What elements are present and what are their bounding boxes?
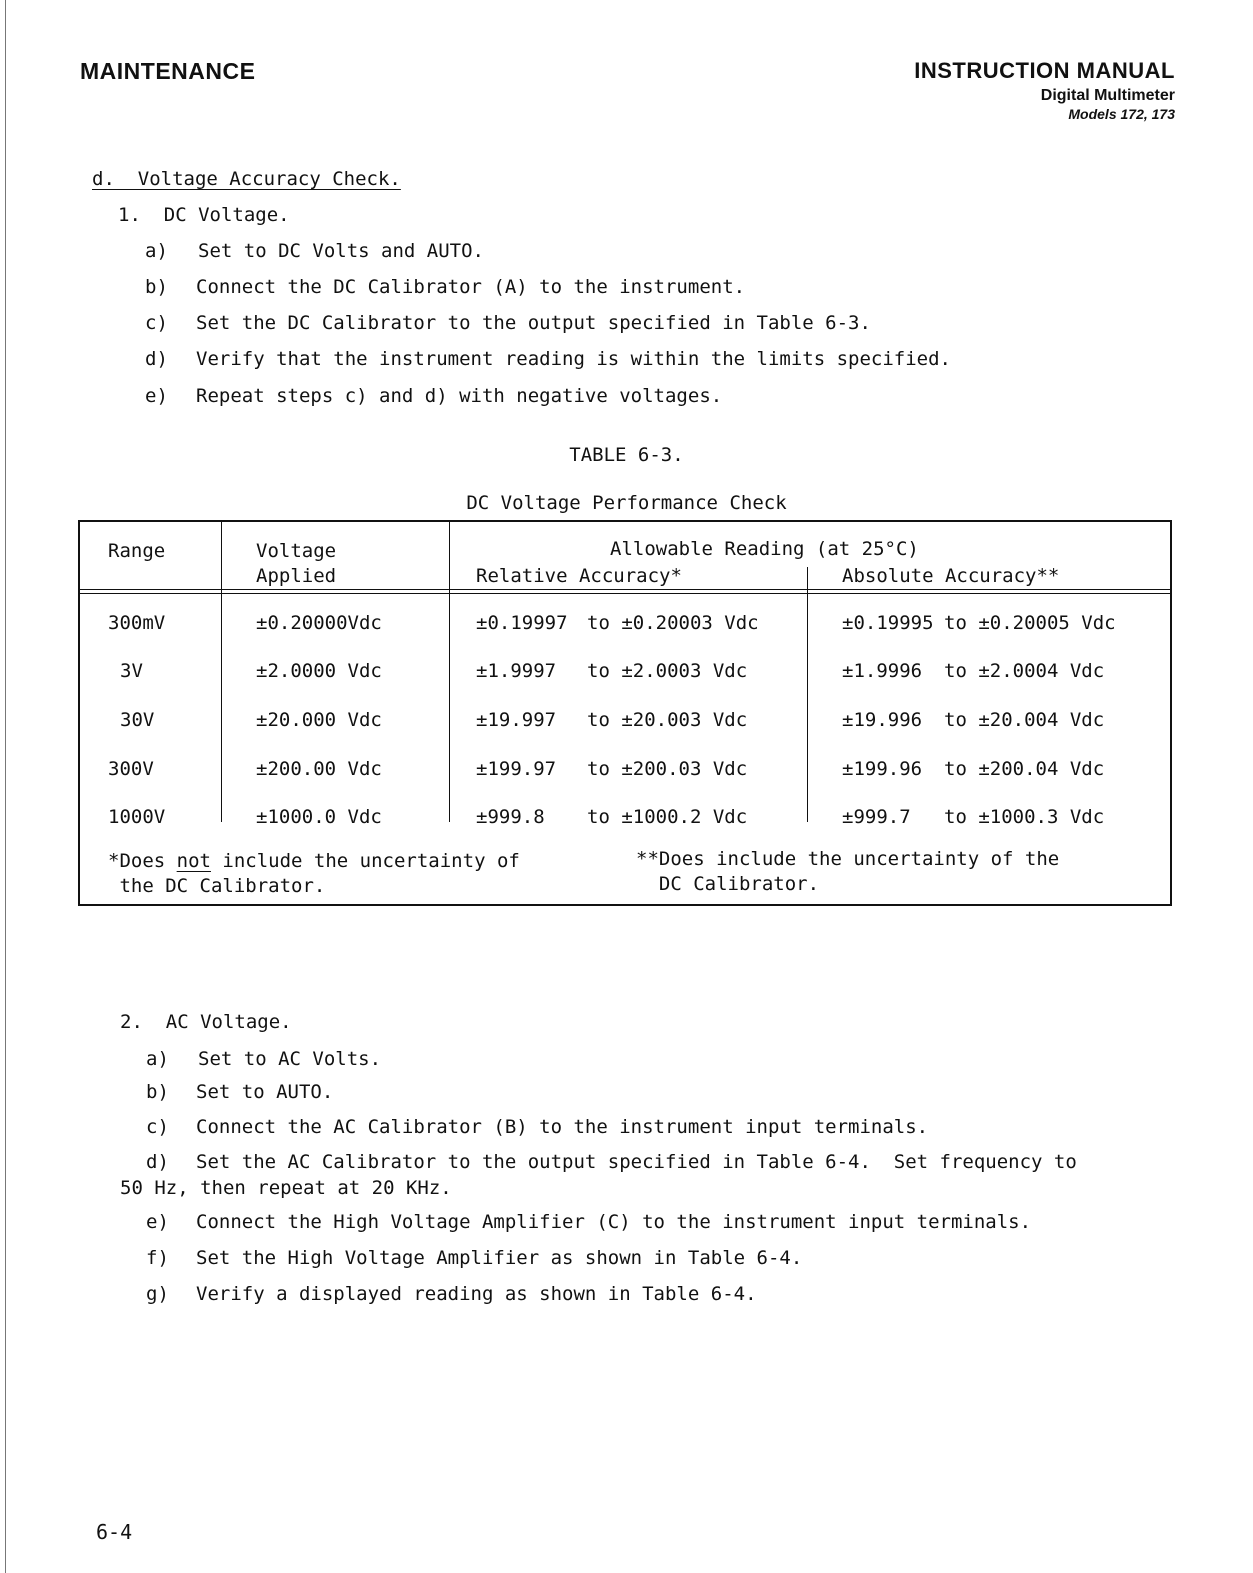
row-relative-low: ±1.9997 [476,660,557,682]
footnote-text: include the uncertainty of [210,850,520,872]
row-absolute-high: to ±200.04 Vdc [944,758,1105,780]
ac-step-continuation: 50 Hz, then repeat at 20 KHz. [120,1177,452,1199]
dc-step-text: Set the DC Calibrator to the output specified in Table 6-3. [196,312,871,334]
dc-step-label: c) [145,312,168,334]
footnote-text: **Does include the uncertainty of the [636,848,1060,870]
dc-step-text: Verify that the instrument reading is within the limits specified. [196,348,951,370]
row-relative-high: to ±20.003 Vdc [587,709,748,731]
row-applied: ±20.000 Vdc [256,709,382,731]
row-range: 1000V [108,806,166,828]
dc-step-text: Connect the DC Calibrator (A) to the instrument. [196,276,746,298]
header-section-title: MAINTENANCE [80,58,256,84]
row-absolute-low: ±0.19995 [842,612,934,634]
table-number: TABLE 6-3. [569,444,684,466]
row-absolute-low: ±19.996 [842,709,923,731]
ac-step-label: c) [146,1116,169,1138]
row-applied: ±1000.0 Vdc [256,806,382,828]
dc-step-label: b) [145,276,168,298]
section-title: d. Voltage Accuracy Check. [92,168,401,190]
dc-step-label: a) [145,240,168,262]
header-manual-title: INSTRUCTION MANUAL [914,58,1175,83]
header-manual-info [914,58,1175,122]
footnote-absolute [636,847,1059,897]
row-range: 300V [108,758,154,780]
header-applied: Applied [256,565,337,587]
header-range: Range [108,540,166,562]
footnote-relative [108,849,520,899]
dc-step-text: Repeat steps c) and d) with negative voltages. [196,385,723,407]
footnote-emphasis: not [176,850,211,872]
header-relative-accuracy: Relative Accuracy* [476,565,682,587]
row-relative-low: ±199.97 [476,758,557,780]
ac-step-label: d) [146,1151,169,1173]
row-applied: ±200.00 Vdc [256,758,382,780]
header-product: Digital Multimeter [1040,87,1175,104]
page-number: 6-4 [96,1520,133,1544]
row-absolute-high: to ±20.004 Vdc [944,709,1105,731]
row-relative-high: to ±1000.2 Vdc [587,806,748,828]
row-absolute-high: to ±0.20005 Vdc [944,612,1116,634]
ac-step-label: e) [146,1211,169,1233]
ac-step-text: Connect the AC Calibrator (B) to the instrument input terminals. [196,1116,929,1138]
footnote-text: the DC Calibrator. [108,875,326,897]
row-relative-high: to ±2.0003 Vdc [587,660,748,682]
footnote-text: *Does [108,850,177,872]
dc-step-text: Set to DC Volts and AUTO. [198,240,484,262]
row-absolute-high: to ±1000.3 Vdc [944,806,1105,828]
row-applied: ±0.20000Vdc [256,612,382,634]
header-models: Models 172, 173 [1068,106,1175,122]
row-range: 3V [120,660,143,682]
row-absolute-low: ±199.96 [842,758,923,780]
table-header-rule [80,589,1170,590]
row-relative-high: to ±200.03 Vdc [587,758,748,780]
ac-step-text: Set to AC Volts. [198,1048,382,1070]
ac-step-text: Connect the High Voltage Amplifier (C) to the instrument input terminals. [196,1211,1032,1233]
row-absolute-low: ±999.7 [842,806,911,828]
row-relative-low: ±999.8 [476,806,545,828]
row-relative-high: to ±0.20003 Vdc [587,612,759,634]
row-relative-low: ±0.19997 [476,612,568,634]
ac-step-text: Set to AUTO. [196,1081,334,1103]
row-absolute-low: ±1.9996 [842,660,923,682]
dc-step-label: e) [145,385,168,407]
dc-step-label: d) [145,348,168,370]
footnote-text: DC Calibrator. [636,873,820,895]
header-allowable-reading: Allowable Reading (at 25°C) [610,538,919,560]
ac-step-text: Set the AC Calibrator to the output specified in Table 6-4. Set frequency to [196,1151,1077,1173]
row-range: 300mV [108,612,166,634]
ac-step-text: Set the High Voltage Amplifier as shown in Table 6-4. [196,1247,803,1269]
header-voltage: Voltage [256,540,337,562]
table-header-rule [80,593,1170,594]
page-edge-line [5,0,6,1573]
row-absolute-high: to ±2.0004 Vdc [944,660,1105,682]
row-relative-low: ±19.997 [476,709,557,731]
ac-step-text: Verify a displayed reading as shown in Table 6-4. [196,1283,757,1305]
row-range: 30V [120,709,155,731]
table-caption: DC Voltage Performance Check [466,492,787,514]
row-applied: ±2.0000 Vdc [256,660,382,682]
ac-step-label: g) [146,1283,169,1305]
dc-performance-table [78,520,1172,906]
ac-step-label: f) [146,1247,169,1269]
ac-step-label: b) [146,1081,169,1103]
table-divider [807,567,808,822]
ac-step-label: a) [146,1048,169,1070]
ac-voltage-heading: 2. AC Voltage. [120,1011,292,1033]
table-divider [449,522,450,822]
dc-voltage-heading: 1. DC Voltage. [118,204,290,226]
table-divider [221,522,222,822]
header-absolute-accuracy: Absolute Accuracy** [842,565,1060,587]
